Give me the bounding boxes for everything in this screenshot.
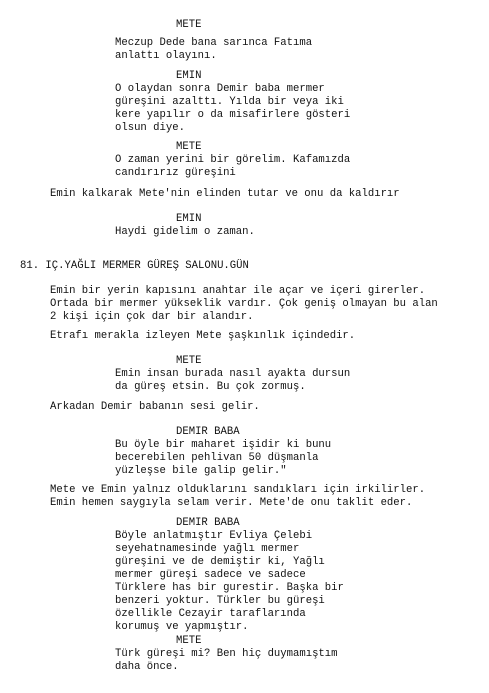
character-name: METE [176,19,202,31]
dialogue-line: Haydi gidelim o zaman. [115,226,255,238]
dialogue-line: güreşini azalttı. Yılda bir veya iki [115,96,344,108]
scene-heading: 81. IÇ.YAĞLI MERMER GÜREŞ SALONU.GÜN [20,260,249,272]
action [50,285,438,324]
character-name: DEMIR BABA [176,517,240,529]
character-name: METE [176,141,202,153]
dialogue-line: benzeri yoktur. Türkler bu güreşi [115,595,325,607]
dialogue-line: Türklere has bir gurestir. Başka bir [115,582,344,594]
dialogue-line: O olaydan sonra Demir baba mermer [115,83,325,95]
dialogue-line: mermer güreşi sadece ve sadece [115,569,306,581]
dialogue-line: Bu öyle bir maharet işidir ki bunu [115,439,332,451]
dialogue-line: O zaman yerini bir görelim. Kafamızda [115,154,351,166]
dialogue-line: candırırız güreşini [115,167,236,179]
action-line: Ortada bir mermer yükseklik vardır. Çok geniş olmayan bu alan [50,298,438,310]
dialogue-line: Emin insan burada nasıl ayakta dursun [115,368,351,380]
dialogue [115,37,312,63]
action-line: 2 kişi için çok dar bir alandır. [50,311,254,323]
dialogue [115,530,344,634]
character-name: EMIN [176,70,202,82]
dialogue-line: olsun diye. [115,122,185,134]
dialogue-line: yüzleşse bile galip gelir." [115,465,287,477]
dialogue-line: daha önce. [115,661,179,673]
dialogue [115,83,350,135]
dialogue-line: güreşini ve de demiştir ki, Yağlı [115,556,325,568]
dialogue [115,439,331,478]
action-line: Emin hemen saygıyla selam verir. Mete'de onu taklit eder. [50,497,413,509]
dialogue-line: Meczup Dede bana sarınca Fatıma [115,37,313,49]
action-line: Arkadan Demir babanın sesi gelir. [50,401,260,413]
action-line: Etrafı merakla izleyen Mete şaşkınlık içindedir. [50,330,356,342]
dialogue-line: becerebilen pehlivan 50 düşmanla [115,452,319,464]
action-line: Emin bir yerin kapısını anahtar ile açar ve içeri girerler. [50,285,426,297]
dialogue-line: özellikle Cezayir taraflarında [115,608,306,620]
dialogue-line: Böyle anlatmıştır Evliya Çelebi [115,530,313,542]
dialogue [115,368,350,394]
character-name: DEMIR BABA [176,426,240,438]
dialogue-line: korumuş ve yapmıştır. [115,621,249,633]
dialogue-line: kere yapılır o da misafirlere gösteri [115,109,351,121]
character-name: METE [176,355,202,367]
action-line: Emin kalkarak Mete'nin elinden tutar ve onu da kaldırır [50,188,400,200]
dialogue [115,154,350,180]
dialogue-line: anlattı olayını. [115,50,217,62]
action-line: Mete ve Emin yalnız olduklarını sandıkları için irkilirler. [50,484,426,496]
character-name: EMIN [176,213,202,225]
dialogue-line: da güreş etsin. Bu çok zormuş. [115,381,306,393]
dialogue [115,648,338,674]
dialogue-line: Türk güreşi mi? Ben hiç duymamıştım [115,648,338,660]
action [50,484,425,510]
dialogue-line: seyehatnamesinde yağlı mermer [115,543,300,555]
character-name: METE [176,635,202,647]
